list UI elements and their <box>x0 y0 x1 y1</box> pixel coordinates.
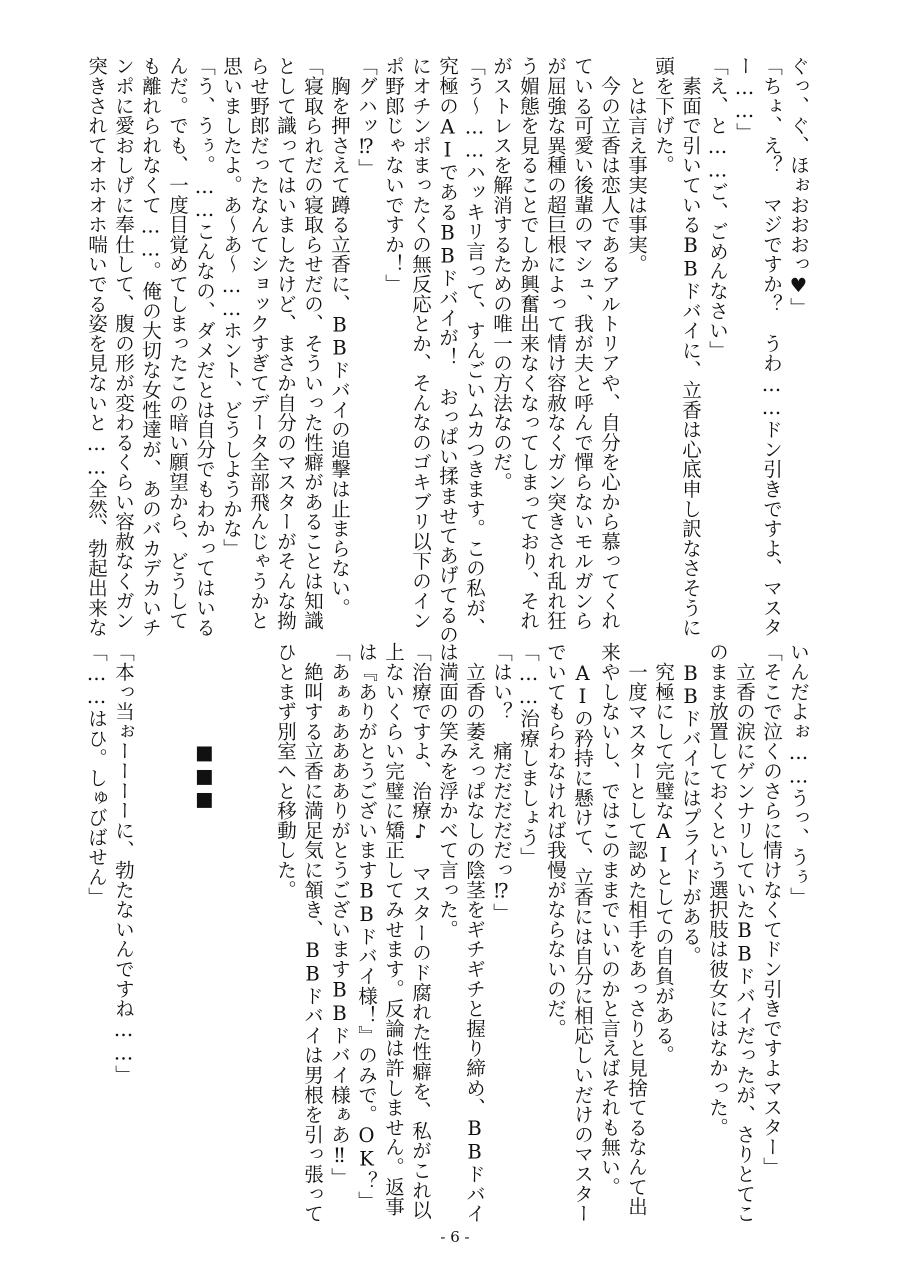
text-line: ひとまず別室へと移動した。 <box>274 642 297 900</box>
text-line: 「……はひ。しゅびばせん」 <box>85 642 108 907</box>
text-line: 「え、と……ご、ごめんなさい」 <box>706 56 729 360</box>
text-line: は満面の笑みを浮かべて言った。 <box>436 642 459 939</box>
text-line: 立香の涙にゲンナリしていたBBドバイだったが、さりとてこ <box>733 642 756 1224</box>
text-line: ポ野郎じゃないですか！」 <box>382 56 405 294</box>
text-line: 「……治療しましょう」 <box>517 642 540 867</box>
text-line: 来やしないし、ではこのままでいいのかと言えばそれも無い。 <box>598 642 621 1197</box>
text-line: でいてもらわなければ我慢がならないのだ。 <box>544 642 567 1038</box>
text-line: ている可愛い後輩のマシュ、我が夫と呼んで憚らないモルガンら <box>571 56 594 631</box>
text-line <box>218 642 245 1202</box>
page-number: - 6 - <box>440 1228 470 1246</box>
text-line: 絶叫する立香に満足気に頷き、BBドバイは男根を引っ張って <box>301 642 324 1224</box>
text-line: 胸を押さえて蹲る立香に、BBドバイの追撃は止まらない。 <box>328 56 351 618</box>
text-line: 頭を下げた。 <box>652 56 675 175</box>
text-line: んだ。でも、一度目覚めてしまったこの暗い願望から、どうして <box>166 56 189 631</box>
text-line: 今の立香は恋人であるアルトリアや、自分を心から慕ってくれ <box>598 56 621 631</box>
text-line: う媚態を見ることでしか興奮出来なくなってしまっており、それ <box>517 56 540 631</box>
text-line: 素面で引いているBBドバイに、立香は心底申し訳なさそうに <box>679 56 702 638</box>
text-line <box>164 642 191 1202</box>
text-line: にオチンポまったくの無反応とか、そんなのゴキブリ以下のイン <box>409 56 432 631</box>
text-line: 「グハッ⁉」 <box>355 56 378 179</box>
top-text-column-block <box>85 56 812 645</box>
text-line: らせ野郎だったなんてショックすぎてデータ全部飛んじゃうかと <box>247 56 270 631</box>
text-line: AIの矜持に懸けて、立香には自分に相応しいだけのマスター <box>571 642 594 1224</box>
text-line: ■■■ <box>193 642 216 811</box>
text-line: 立香の萎えっぱなしの陰茎をギチギチと握り締め、BBドバイ <box>463 642 486 1224</box>
text-line: 突きされてオホオホ喘いでる姿を見ないと……全然、勃起出来な <box>85 56 108 638</box>
text-line: 「はい？ 痛だだだだだっ⁉」 <box>490 642 513 923</box>
text-line: ぐっ、ぐ、ほぉおおおっ♥」 <box>787 56 810 317</box>
text-line: も離れられなくて……。俺の大切な女性達が、あのバカデカいチ <box>139 56 162 638</box>
text-line: 「そこで泣くのさらに情けなくてドン引きですよマスター」 <box>760 642 783 1177</box>
text-line: 究極にして完璧なAIとしての自負がある。 <box>652 642 675 1065</box>
bottom-text-column-block <box>85 642 812 1224</box>
text-line: とは言え事実は事実。 <box>625 56 648 274</box>
text-line: 「寝取られだの寝取らせだの、そういった性癖があることは知識 <box>301 56 324 631</box>
text-line: ー……」 <box>733 56 756 143</box>
text-line: は『ありがとうございますBBドバイ様！』のみで。OK？」 <box>355 642 378 1211</box>
text-line: 上ないくらい完璧に矯正してみせます。反論は許しません。返事 <box>382 642 405 1217</box>
text-line: 思いましたよ。あ〜あ〜……ホント、どうしようかな」 <box>220 56 243 558</box>
text-line: のまま放置しておくという選択肢は彼女にはなかった。 <box>706 642 729 1137</box>
text-line: として識ってはいましたけど、まさか自分のマスターがそんな拗 <box>274 56 297 631</box>
text-line: 究極のAIであるBBドバイが！ おっぱい揉ませてあげてるの <box>436 56 459 645</box>
text-line: BBドバイにはプライドがある。 <box>679 642 702 966</box>
text-line: 「う〜……ハッキリ言って、すんごいムカつきます。この私が、 <box>463 56 486 638</box>
text-line <box>137 642 164 1202</box>
text-line: 「治療ですよ、治療♪ マスターのド腐れた性癖を、私がこれ以 <box>409 642 432 1220</box>
text-line: 「本っ当ぉーーーーに、勃たないんですね……」 <box>112 642 135 1085</box>
text-line: 「ちょ、え？ マジですか？ うわ……ドン引きですよ、マスタ <box>760 56 783 638</box>
text-line: ンポに愛おしげに奉仕して、腹の形が変わるくらい容赦なくガン <box>112 56 135 631</box>
text-line: 「う、うぅ。……こんなの、ダメだとは自分でもわかってはいる <box>193 56 216 638</box>
text-line: 「あぁぁあああありがとうございますBBドバイ様ぁあ‼」 <box>328 642 351 1188</box>
text-line: いんだよぉ……うっ、うぅ」 <box>787 642 810 907</box>
text-line <box>245 642 272 1202</box>
text-line: が屈強な異種の超巨根によって情け容赦なくガン突きされ乱れ狂 <box>544 56 567 631</box>
text-line: 一度マスターとして認めた相手をあっさりと見捨てるなんて出 <box>625 642 648 1217</box>
text-line: がストレスを解消するための唯一の方法なのだ。 <box>490 56 513 492</box>
